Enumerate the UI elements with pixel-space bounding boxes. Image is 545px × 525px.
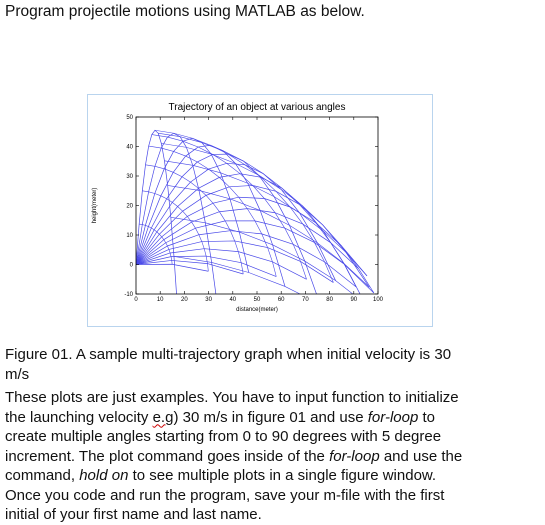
- y-tick-label: -10: [124, 292, 133, 298]
- trajectory-lines: [136, 130, 374, 309]
- trajectory-chart: [88, 95, 432, 326]
- figure-window: [87, 94, 433, 327]
- trajectory-50deg: [136, 185, 369, 287]
- y-tick-label: 40: [126, 144, 133, 151]
- time-step-line-13: [177, 303, 218, 310]
- x-tick-label: 60: [277, 297, 285, 303]
- body-text-5: and use the command,: [5, 447, 463, 484]
- figure-caption: Figure 01. A sample multi-trajectory graph when initial velocity is 30 m/s: [5, 346, 452, 383]
- x-axis-label: distance(meter): [236, 307, 278, 313]
- x-tick-label: 50: [253, 297, 261, 303]
- x-tick-label: 90: [350, 297, 358, 303]
- time-step-line-3: [145, 165, 243, 274]
- body-text-6: to see multiple plots in a single figure window. Once you code and run the program, save your m-file with the first initial of your first name and last name.: [5, 467, 445, 523]
- trajectory-5deg: [136, 264, 208, 271]
- y-tick-label: 30: [126, 174, 133, 180]
- x-tick-label: 10: [156, 297, 164, 303]
- x-tick-label: 20: [181, 297, 188, 303]
- time-step-line-6: [155, 130, 333, 282]
- body-text-1: These plots are just examples.: [5, 389, 209, 406]
- body-for-loop-1: for-loop: [367, 408, 419, 426]
- trajectory-10deg: [136, 260, 243, 274]
- x-tick-label: 100: [372, 297, 384, 303]
- body-text-4: to create multiple angles starting from 0 to 90 degrees with 5 degree increment. The plot command goes inside of the: [5, 408, 442, 465]
- body-text-2: You have to input function to initialize the launching velocity: [5, 389, 459, 426]
- y-tick-label: 50: [126, 115, 133, 121]
- chart-title: Trajectory of an object at various angles: [168, 102, 346, 113]
- body-hold-on: hold on: [79, 467, 129, 484]
- x-tick-label: 40: [229, 297, 237, 303]
- x-tick-label: 30: [205, 297, 212, 303]
- x-tick-label: 70: [302, 297, 309, 303]
- x-tick-label: 0: [134, 297, 138, 303]
- plot-frame: [136, 117, 378, 294]
- time-step-line-5: [152, 135, 307, 280]
- y-tick-label: 10: [126, 233, 133, 239]
- body-eg: e.g: [152, 408, 174, 426]
- page-heading: Program projectile motions using MATLAB as below.: [5, 3, 365, 20]
- trajectory-15deg: [136, 256, 276, 277]
- y-axis-label: height(meter): [92, 187, 98, 224]
- y-tick-label: 20: [126, 203, 133, 210]
- body-text-3: ) 30 m/s in figure 01 and use: [173, 408, 368, 426]
- trajectory-80deg: [136, 133, 218, 309]
- trajectory-70deg: [136, 145, 285, 286]
- body-for-loop-2: for-loop: [329, 447, 380, 465]
- y-tick-label: 0: [129, 262, 133, 269]
- x-tick-label: 80: [326, 297, 333, 303]
- instructions-paragraph: [5, 388, 475, 525]
